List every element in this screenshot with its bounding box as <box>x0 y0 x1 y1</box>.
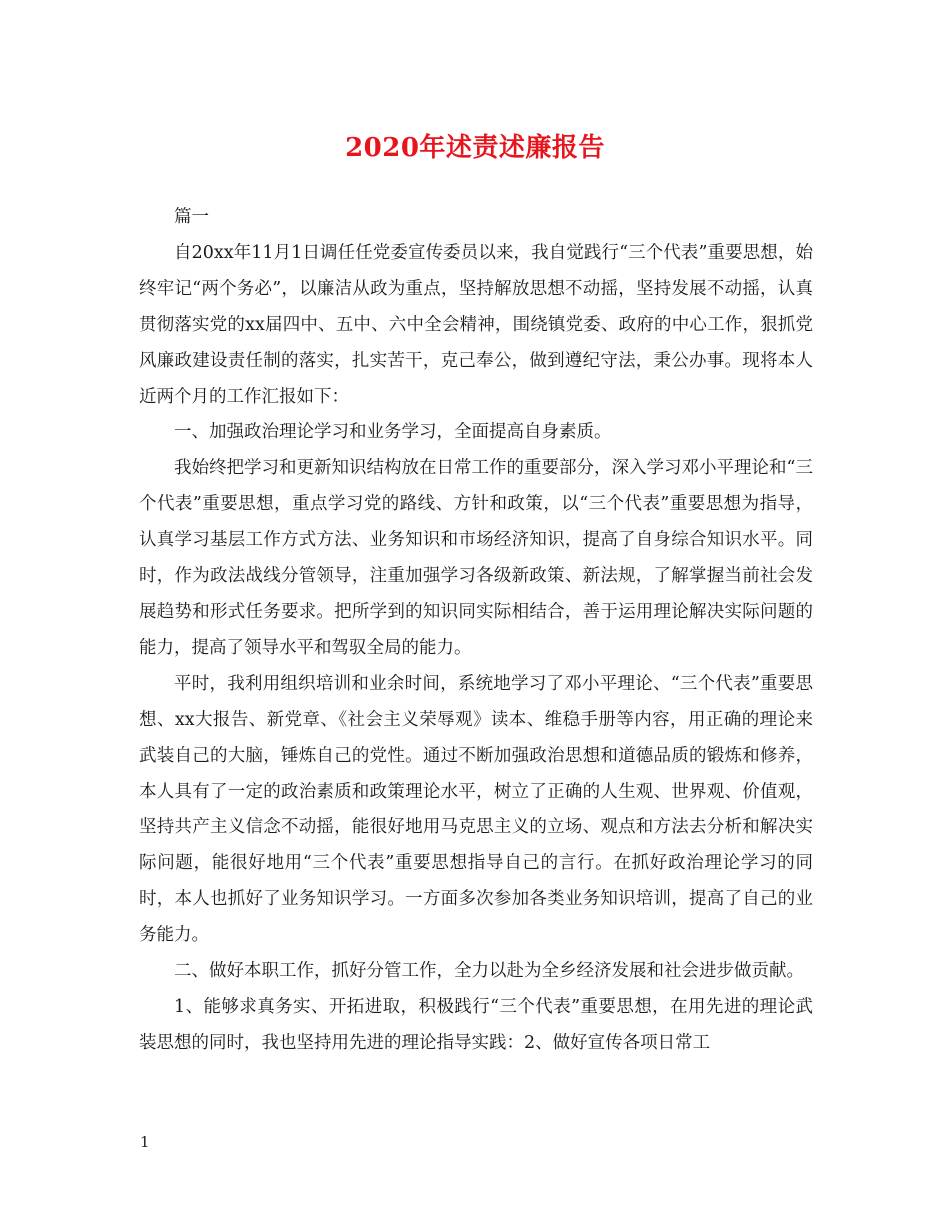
body-paragraph: 平时，我利用组织培训和业余时间，系统地学习了邓小平理论、“三个代表”重要思想、xx大报告、新党章、《社会主义荣辱观》读本、维稳手册等内容，用正确的理论来武装自己的大脑，锤炼自己的党性。通过不断加强政治思想和道德品质的锻炼和修养，本人具有了一定的政治素质和政策理论水平，树立了正确的人生观、世界观、价值观，坚持共产主义信念不动摇，能很好地用马克思主义的立场、观点和方法去分析和解决实际问题，能很好地用“三个代表”重要思想指导自己的言行。在抓好政治理论学习的同时，本人也抓好了业务知识学习。一方面多次参加各类业务知识培训，提高了自己的业务能力。 <box>139 673 813 946</box>
section-heading-part-one: 篇一 <box>174 207 209 227</box>
body-paragraph: 我始终把学习和更新知识结构放在日常工作的重要部分，深入学习邓小平理论和“三个代表”重要思想，重点学习党的路线、方针和政策，以“三个代表”重要思想为指导，认真学习基层工作方式方法、业务知识和市场经济知识，提高了自身综合知识水平。同时，作为政法战线分管领导，注重加强学习各级新政策、新法规，了解掌握当前社会发展趋势和形式任务要求。把所学到的知识同实际相结合，善于运用理论解决实际问题的能力，提高了领导水平和驾驭全局的能力。 <box>139 458 813 658</box>
section-heading: 二、做好本职工作，抓好分管工作，全力以赴为全乡经济发展和社会进步做贡献。 <box>174 961 804 982</box>
page-number: 1 <box>140 1133 150 1151</box>
section-heading: 一、加强政治理论学习和业务学习，全面提高自身素质。 <box>174 422 612 443</box>
document-title: 2020年述责述廉报告 <box>345 133 605 163</box>
document-body <box>139 200 813 1062</box>
body-paragraph: 1、能够求真务实、开拓进取，积极践行“三个代表”重要思想，在用先进的理论武装思想的同时，我也坚持用先进的理论指导实践：2、做好宣传各项日常工 <box>139 996 813 1053</box>
body-paragraph: 自20xx年11月1日调任任党委宣传委员以来，我自觉践行“三个代表”重要思想，始终牢记“两个务必”，以廉洁从政为重点，坚持解放思想不动摇，坚持发展不动摇，认真贯彻落实党的xx届四中、五中、六中全会精神，围绕镇党委、政府的中心工作，狠抓党风廉政建设责任制的落实，扎实苦干，克己奉公，做到遵纪守法，秉公办事。现将本人近两个月的工作汇报如下： <box>139 242 813 407</box>
